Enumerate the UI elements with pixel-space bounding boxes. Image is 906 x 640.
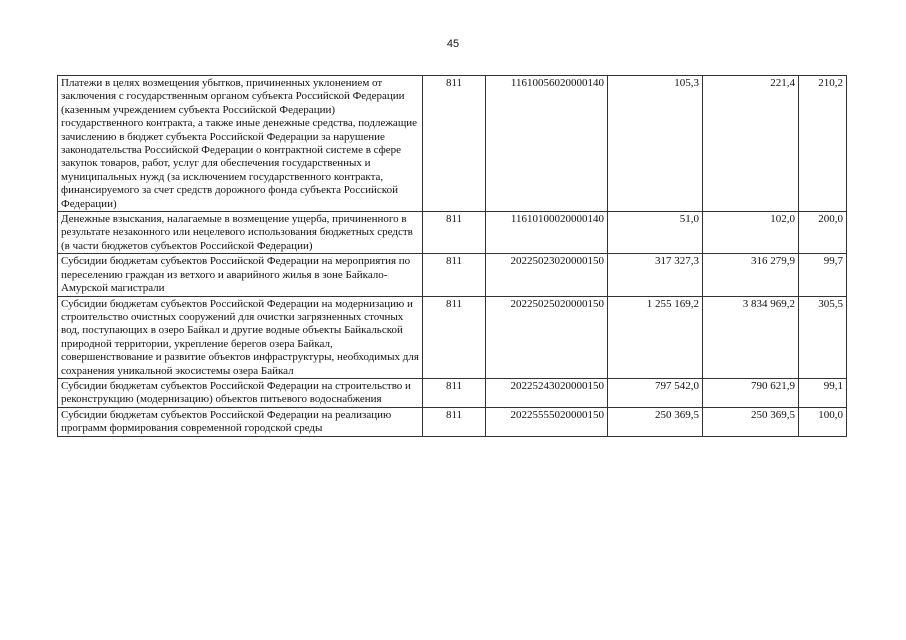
admin-code-cell: 811 — [423, 296, 486, 378]
table-body — [58, 76, 847, 437]
value1-cell: 105,3 — [608, 76, 703, 212]
percent-cell: 305,5 — [799, 296, 847, 378]
row-name-cell: Денежные взыскания, налагаемые в возмещение ущерба, причиненного в результате незаконного или нецелевого использования бюджетных средств (в части бюджетов субъектов Российской Федерации) — [58, 212, 423, 254]
budget-code-cell: 20225555020000150 — [486, 407, 608, 436]
row-name-cell: Субсидии бюджетам субъектов Российской Федерации на модернизацию и строительство очистных сооружений для очистки загрязненных сточных вод, поступающих в озеро Байкал и другие водные объекты Байкальской природной территории, укрепление берегов озера Байкал, совершенствование и развитие объектов инфраструктуры, необходимых для сохранения уникальной экосистемы озера Байкал — [58, 296, 423, 378]
admin-code-cell: 811 — [423, 212, 486, 254]
table-row — [58, 407, 847, 436]
admin-code-cell: 811 — [423, 407, 486, 436]
row-name-cell: Субсидии бюджетам субъектов Российской Федерации на мероприятия по переселению граждан из ветхого и аварийного жилья в зоне Байкало-Амурской магистрали — [58, 254, 423, 296]
table-row — [58, 254, 847, 296]
page-number: 45 — [446, 38, 460, 50]
budget-revenue-table — [57, 75, 847, 437]
percent-cell: 100,0 — [799, 407, 847, 436]
budget-code-cell: 20225023020000150 — [486, 254, 608, 296]
admin-code-cell: 811 — [423, 378, 486, 407]
admin-code-cell: 811 — [423, 254, 486, 296]
value1-cell: 797 542,0 — [608, 378, 703, 407]
value2-cell: 102,0 — [703, 212, 799, 254]
row-name-cell: Платежи в целях возмещения убытков, причиненных уклонением от заключения с государственным органом субъекта Российской Федерации (казенным учреждением субъекта Российской Федерации) государственного контракта, а также иные денежные средства, подлежащие зачислению в бюджет субъекта Российской Федерации за нарушение законодательства Российской Федерации о контрактной системе в сфере закупок товаров, работ, услуг для обеспечения государственных и муниципальных нужд (за исключением государственного контракта, финансируемого за счет средств дорожного фонда субъекта Российской Федерации) — [58, 76, 423, 212]
value2-cell: 316 279,9 — [703, 254, 799, 296]
budget-code-cell: 20225243020000150 — [486, 378, 608, 407]
percent-cell: 200,0 — [799, 212, 847, 254]
table-row — [58, 212, 847, 254]
value1-cell: 250 369,5 — [608, 407, 703, 436]
row-name-cell: Субсидии бюджетам субъектов Российской Федерации на реализацию программ формирования современной городской среды — [58, 407, 423, 436]
budget-code-cell: 11610056020000140 — [486, 76, 608, 212]
budget-code-cell: 11610100020000140 — [486, 212, 608, 254]
admin-code-cell: 811 — [423, 76, 486, 212]
budget-code-cell: 20225025020000150 — [486, 296, 608, 378]
table-row — [58, 296, 847, 378]
value1-cell: 1 255 169,2 — [608, 296, 703, 378]
value2-cell: 790 621,9 — [703, 378, 799, 407]
table-row — [58, 76, 847, 212]
value1-cell: 51,0 — [608, 212, 703, 254]
table-row — [58, 378, 847, 407]
value2-cell: 250 369,5 — [703, 407, 799, 436]
value2-cell: 221,4 — [703, 76, 799, 212]
percent-cell: 99,7 — [799, 254, 847, 296]
value1-cell: 317 327,3 — [608, 254, 703, 296]
percent-cell: 99,1 — [799, 378, 847, 407]
value2-cell: 3 834 969,2 — [703, 296, 799, 378]
row-name-cell: Субсидии бюджетам субъектов Российской Федерации на строительство и реконструкцию (модернизацию) объектов питьевого водоснабжения — [58, 378, 423, 407]
percent-cell: 210,2 — [799, 76, 847, 212]
